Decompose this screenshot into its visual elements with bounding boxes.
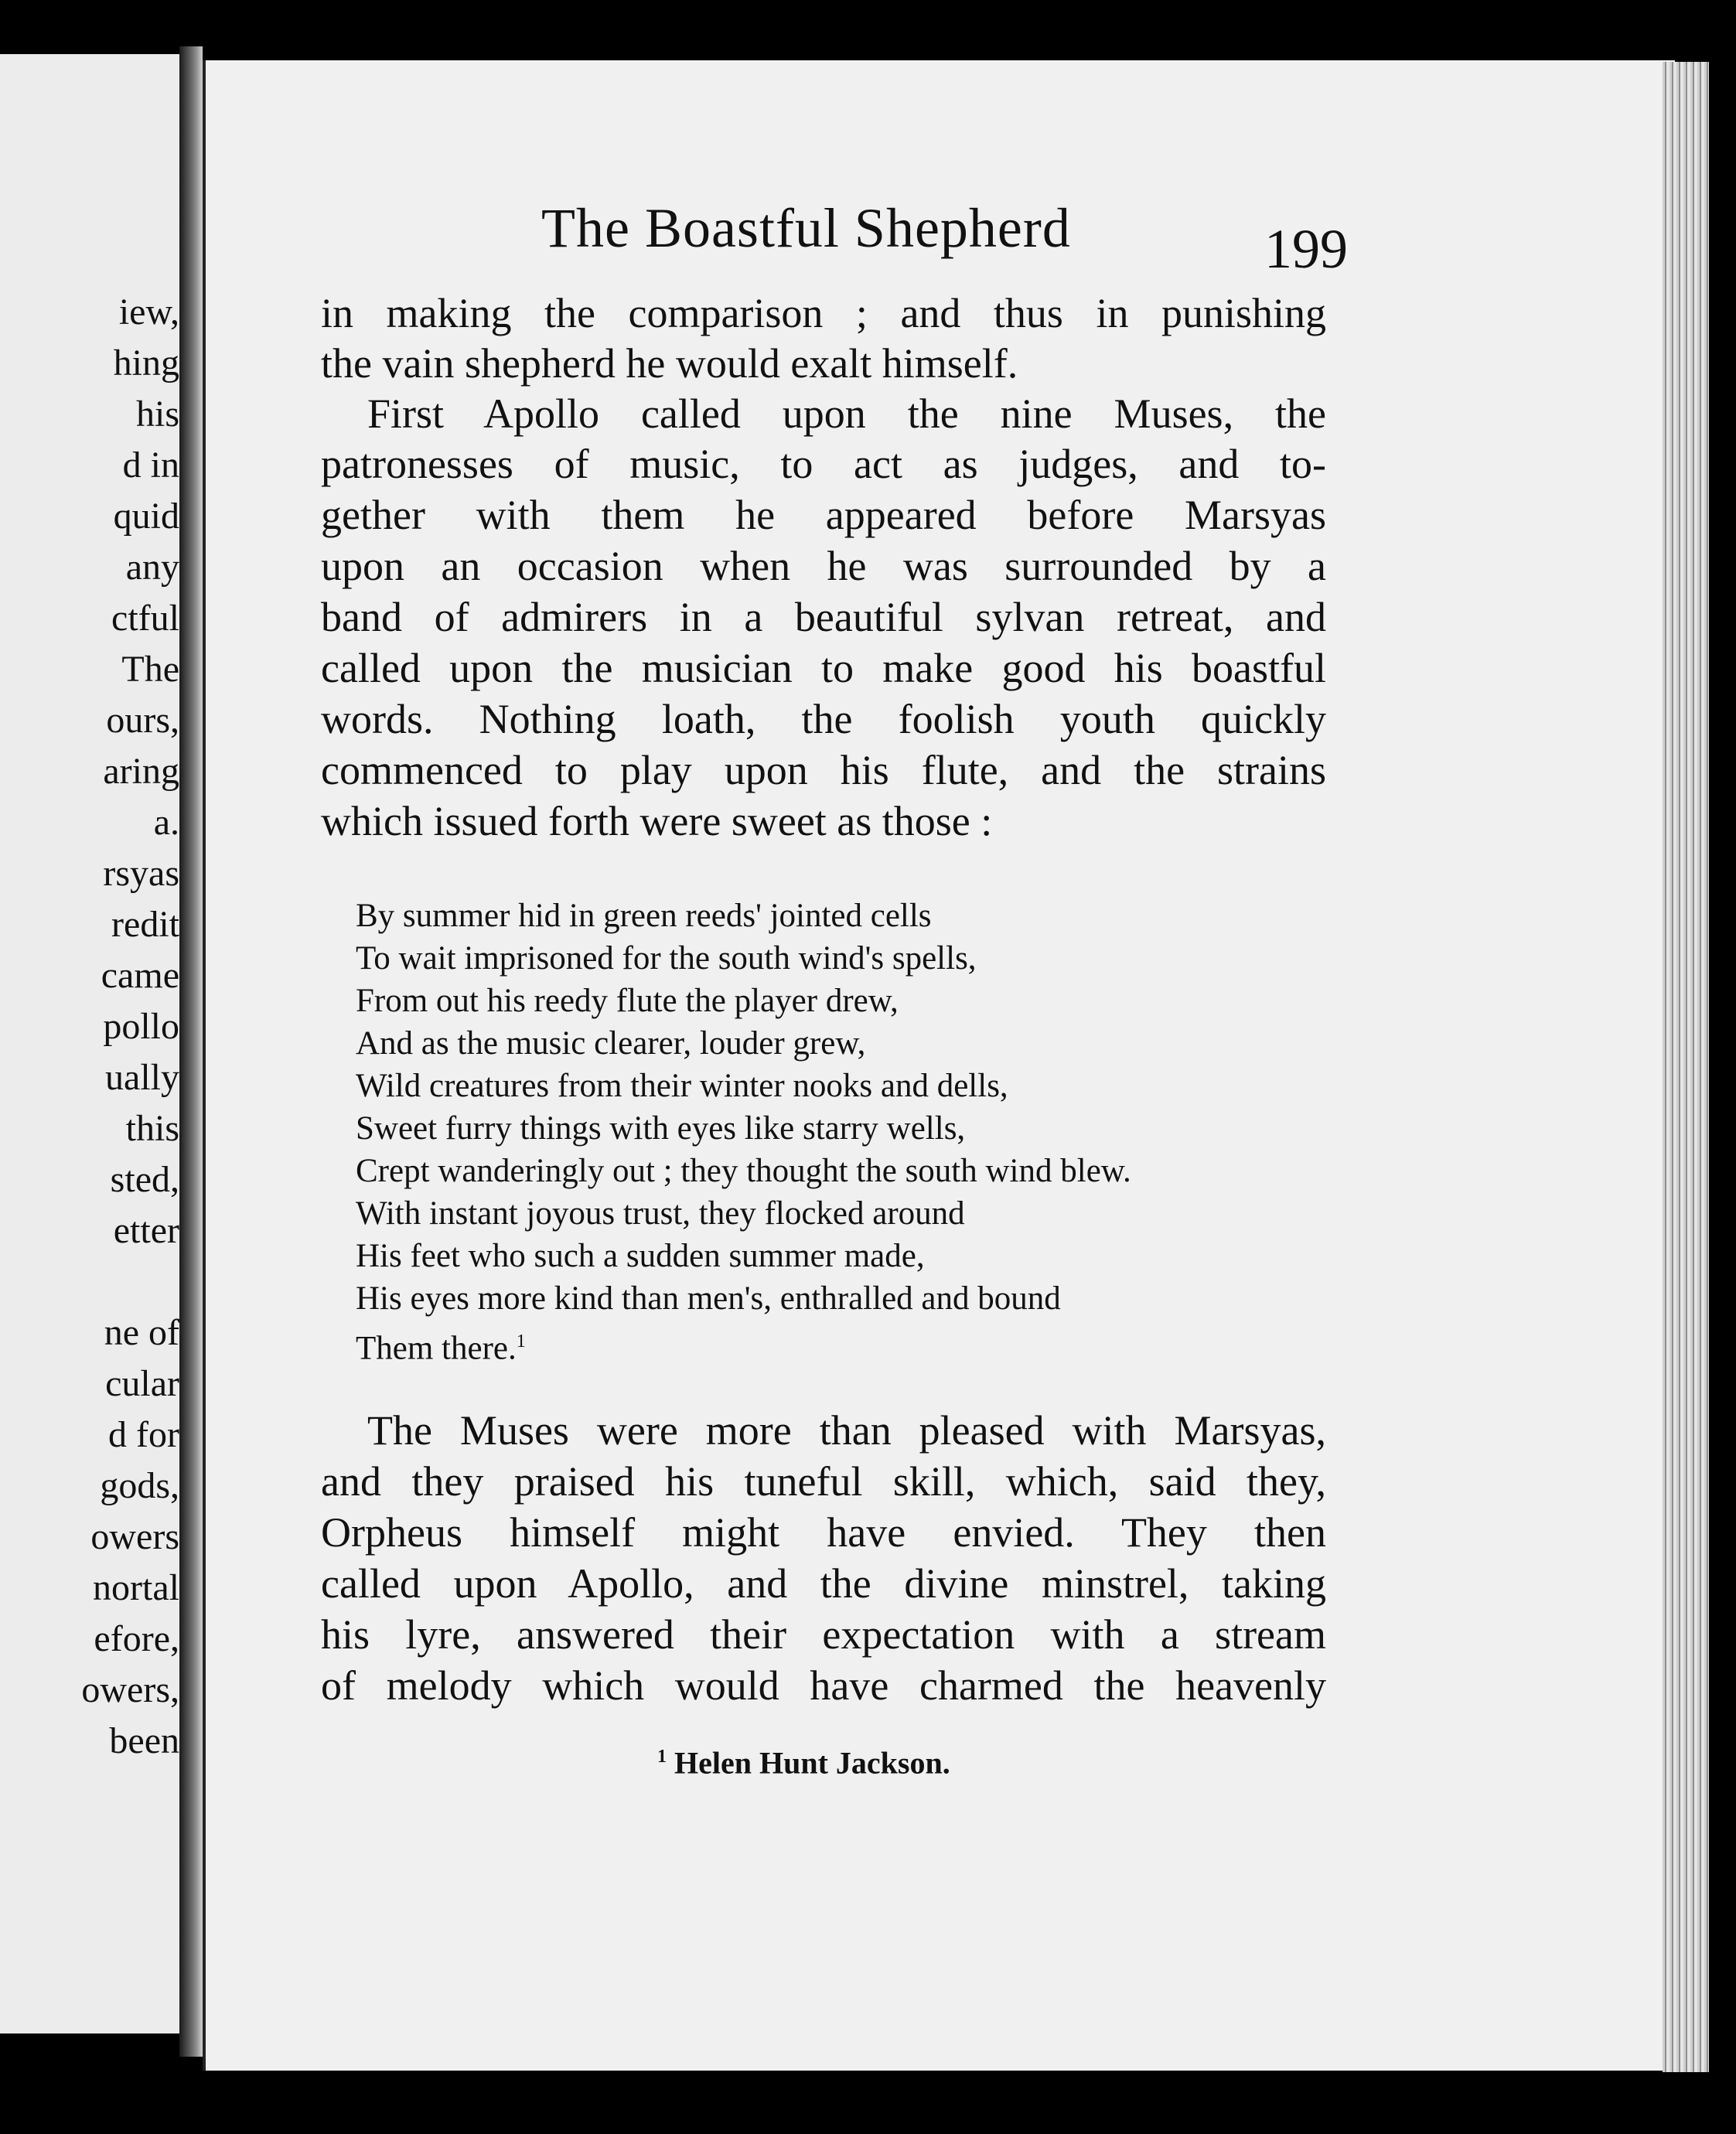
previous-page-line-fragment: quid (113, 496, 179, 537)
body-line: his lyre, answered their expectation with a stream (321, 1611, 1326, 1658)
body-line: in making the comparison ; and thus in punishing (321, 290, 1326, 336)
previous-page-line-fragment: a. (153, 802, 179, 843)
previous-page-line-fragment: ne of (104, 1312, 179, 1353)
body-line: band of admirers in a beautiful sylvan retreat, and (321, 594, 1326, 640)
body-line: and they praised his tuneful skill, which, said they, (321, 1458, 1326, 1505)
footnote-number: 1 (657, 1747, 667, 1767)
previous-page-line-fragment: came (101, 955, 179, 996)
verse-line: To wait imprisoned for the south wind's spells, (356, 940, 977, 977)
body-line: commenced to play upon his flute, and the strains (321, 747, 1326, 793)
previous-page (0, 54, 181, 2033)
previous-page-line-fragment: his (135, 394, 179, 435)
page-edges (1663, 62, 1709, 2072)
body-line: Orpheus himself might have envied. They then (321, 1509, 1326, 1556)
previous-page-line-fragment: etter (113, 1210, 179, 1251)
previous-page-line-fragment: been (109, 1720, 179, 1761)
verse-line: Crept wanderingly out ; they thought the south wind blew. (356, 1153, 1131, 1189)
page-number: 199 (1264, 218, 1348, 280)
previous-page-line-fragment: owers, (81, 1669, 179, 1710)
body-line: called upon Apollo, and the divine minstrel, taking (321, 1560, 1326, 1607)
verse-line-last (356, 1322, 526, 1368)
previous-page-line-fragment: rsyas (103, 853, 179, 894)
previous-page-line-fragment: ually (105, 1057, 179, 1098)
running-header-title: The Boastful Shepherd (541, 197, 1071, 259)
verse-line: Wild creatures from their winter nooks and dells, (356, 1068, 1008, 1104)
verse-line: And as the music clearer, louder grew, (356, 1025, 866, 1062)
verse-line: Sweet furry things with eyes like starry wells, (356, 1110, 966, 1147)
body-line: the vain shepherd he would exalt himself. (321, 340, 1018, 387)
previous-page-line-fragment: iew, (118, 291, 179, 332)
body-line: called upon the musician to make good his boastful (321, 645, 1326, 691)
previous-page-line-fragment: ctful (111, 598, 179, 639)
previous-page-line-fragment: this (125, 1108, 179, 1149)
previous-page-line-fragment: ours, (106, 700, 179, 741)
body-line: patronesses of music, to act as judges, and to- (321, 441, 1326, 487)
verse-text: Them there. (356, 1330, 517, 1367)
previous-page-line-fragment: sted, (110, 1159, 179, 1200)
body-line: First Apollo called upon the nine Muses, the (367, 390, 1326, 437)
body-line: gether with them he appeared before Marsyas (321, 492, 1326, 538)
previous-page-line-fragment: cular (105, 1363, 179, 1404)
previous-page-line-fragment: gods, (100, 1465, 179, 1506)
previous-page-line-fragment: aring (103, 751, 179, 792)
verse-line: From out his reedy flute the player drew, (356, 983, 899, 1019)
previous-page-line-fragment: redit (111, 904, 179, 945)
previous-page-line-fragment: efore, (94, 1618, 179, 1659)
previous-page-line-fragment: d in (122, 445, 179, 486)
book-gutter (179, 46, 203, 2057)
footnote-marker: 1 (516, 1331, 526, 1352)
previous-page-line-fragment: pollo (103, 1006, 179, 1047)
previous-page-line-fragment: any (125, 547, 179, 588)
verse-line: His eyes more kind than men's, enthralled and bound (356, 1280, 1061, 1317)
previous-page-line-fragment: The (121, 649, 179, 690)
body-line: of melody which would have charmed the heavenly (321, 1662, 1326, 1709)
previous-page-line-fragment: hing (113, 343, 179, 384)
verse-line: By summer hid in green reeds' jointed cells (356, 898, 932, 934)
footnote-text: Helen Hunt Jackson. (674, 1745, 950, 1781)
verse-line: With instant joyous trust, they flocked around (356, 1195, 965, 1232)
verse-line: His feet who such a sudden summer made, (356, 1238, 925, 1274)
body-line: words. Nothing loath, the foolish youth quickly (321, 696, 1326, 742)
footnote (657, 1738, 950, 1781)
previous-page-line-fragment: owers (90, 1516, 179, 1557)
body-line: upon an occasion when he was surrounded by a (321, 543, 1326, 589)
previous-page-line-fragment: d for (108, 1414, 179, 1455)
previous-page-line-fragment: nortal (93, 1567, 179, 1608)
body-line: The Muses were more than pleased with Marsyas, (367, 1407, 1326, 1454)
body-line: which issued forth were sweet as those : (321, 798, 993, 844)
